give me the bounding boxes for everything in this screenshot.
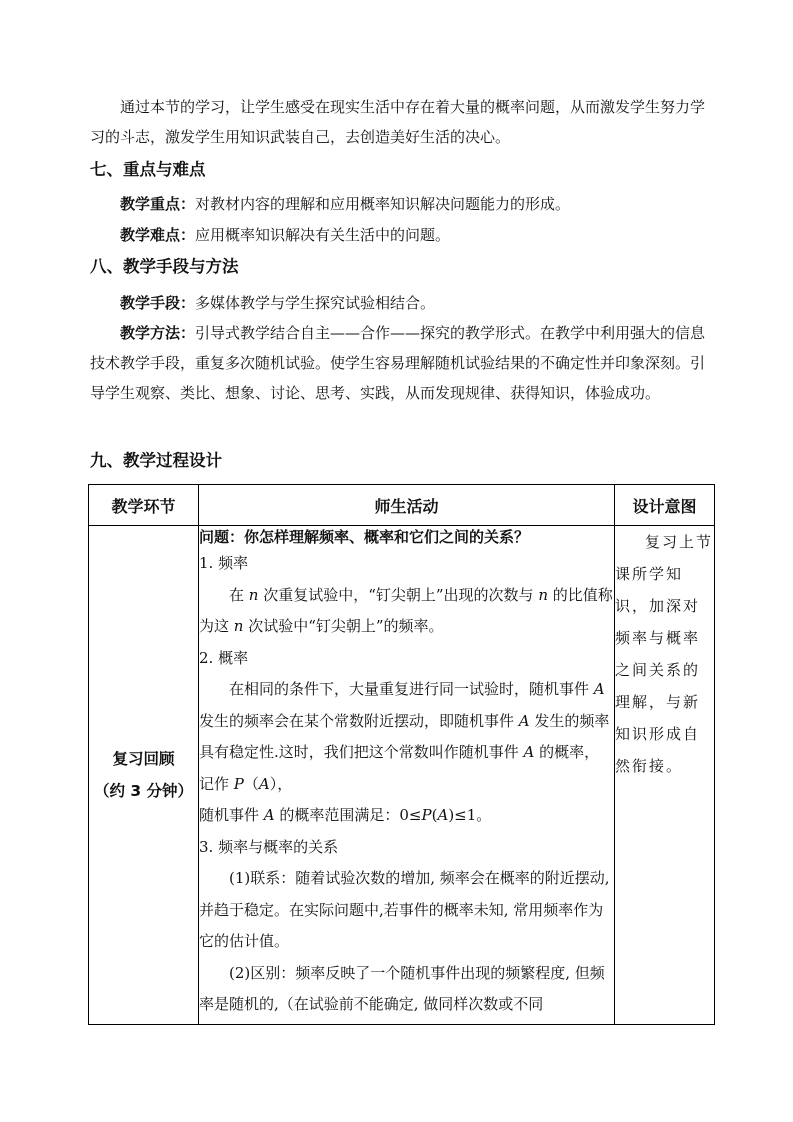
activity-cell	[199, 526, 615, 1025]
method-label: 教学方法：	[120, 324, 196, 342]
item2-title: 2. 概率	[199, 648, 249, 667]
stage-time: （约 3 分钟）	[93, 782, 194, 800]
t: （	[243, 774, 259, 793]
var-n: n	[248, 585, 259, 604]
range-line	[199, 800, 614, 832]
var-a: A	[437, 806, 449, 824]
t: ），	[269, 774, 293, 793]
t: 随机事件	[199, 806, 264, 824]
header-stage: 教学环节	[89, 485, 199, 526]
t: 发生的频率具有稳定性.这时，我们把这个常数叫作随机事件	[199, 711, 610, 761]
var-a: A	[593, 680, 605, 698]
activity-question: 问题：你怎样理解频率、概率和它们之间的关系？	[199, 528, 530, 546]
item2-body	[199, 674, 614, 800]
var-a: A	[523, 743, 535, 761]
item3-link: (1)联系：随着试验次数的增加, 频率会在概率的附近摆动,并趋于稳定。在实际问题中,若事件的概率未知, 常用频率作为它的估计值。	[199, 869, 610, 950]
t: )≤1。	[448, 806, 492, 824]
t: 的概率，记作	[199, 743, 600, 793]
section9-heading: 九、教学过程设计	[90, 451, 222, 470]
t: 次试验中“钉尖朝上”的频率。	[243, 617, 444, 635]
var-p: P	[233, 774, 244, 793]
t: 在	[229, 585, 249, 604]
stage-cell	[89, 526, 199, 1025]
t: 的比值称为这	[199, 585, 613, 635]
means-label: 教学手段：	[120, 294, 196, 312]
teaching-process-table	[88, 484, 715, 1025]
t: (	[431, 806, 438, 824]
difficulty-label: 教学难点：	[120, 226, 196, 244]
key-label: 教学重点：	[120, 195, 196, 213]
means-text: 多媒体教学与学生探究试验相结合。	[195, 294, 436, 312]
t: 发生的频率会在某个常数附近摆动，即随机事件	[199, 711, 519, 730]
header-activity: 师生活动	[199, 485, 615, 526]
intro-paragraph: 通过本节的学习，让学生感受在现实生活中存在着大量的概率问题，从而激发学生努力学习的斗志，激发学生用知识武装自己，去创造美好生活的决心。	[90, 98, 706, 146]
item3-diff: (2)区别：频率反映了一个随机事件出现的频繁程度, 但频率是随机的,（在试验前不能确定, 做同样次数或不同	[199, 963, 605, 1013]
intent-cell: 复习上节课所学知识，加深对频率与概率之间关系的理解，与新知识形成自然衔接。	[615, 526, 715, 1025]
item1-body	[199, 580, 614, 643]
t: 次重复试验中，“钉尖朝上”出现的次数与	[258, 585, 539, 604]
var-a: A	[518, 711, 530, 730]
item1-title: 1. 频率	[199, 554, 249, 572]
difficulty-text: 应用概率知识解决有关生活中的问题。	[195, 226, 451, 244]
item3-title: 3. 频率与概率的关系	[199, 837, 339, 856]
table-header-row	[89, 485, 715, 526]
var-a: A	[258, 774, 270, 793]
stage-name: 复习回顾	[112, 750, 175, 768]
table-row-review	[89, 526, 715, 1025]
section7-heading: 七、重点与难点	[90, 160, 206, 179]
teaching-key-point	[90, 189, 715, 219]
section8-heading: 八、教学手段与方法	[90, 257, 239, 276]
key-text: 对教材内容的理解和应用概率知识解决问题能力的形成。	[195, 195, 571, 213]
teaching-difficulty	[90, 220, 715, 250]
method-text: 引导式教学结合自主——合作——探究的教学形式。在教学中利用强大的信息技术教学手段，重复多次随机试验。使学生容易理解随机试验结果的不确定性并印象深刻。引导学生观察、类比、想象、讨论、思考、实践，从而发现规律、获得知识，体验成功。	[90, 324, 706, 402]
teaching-means	[90, 288, 715, 318]
var-a: A	[263, 806, 275, 824]
var-n: n	[538, 585, 548, 604]
var-n: n	[233, 617, 244, 635]
t: 在相同的条件下，大量重复进行同一试验时，随机事件	[229, 680, 594, 698]
header-intent: 设计意图	[615, 485, 715, 526]
var-p: P	[421, 806, 432, 824]
t: 的概率范围满足：0≤	[274, 806, 422, 824]
teaching-method	[90, 318, 715, 408]
